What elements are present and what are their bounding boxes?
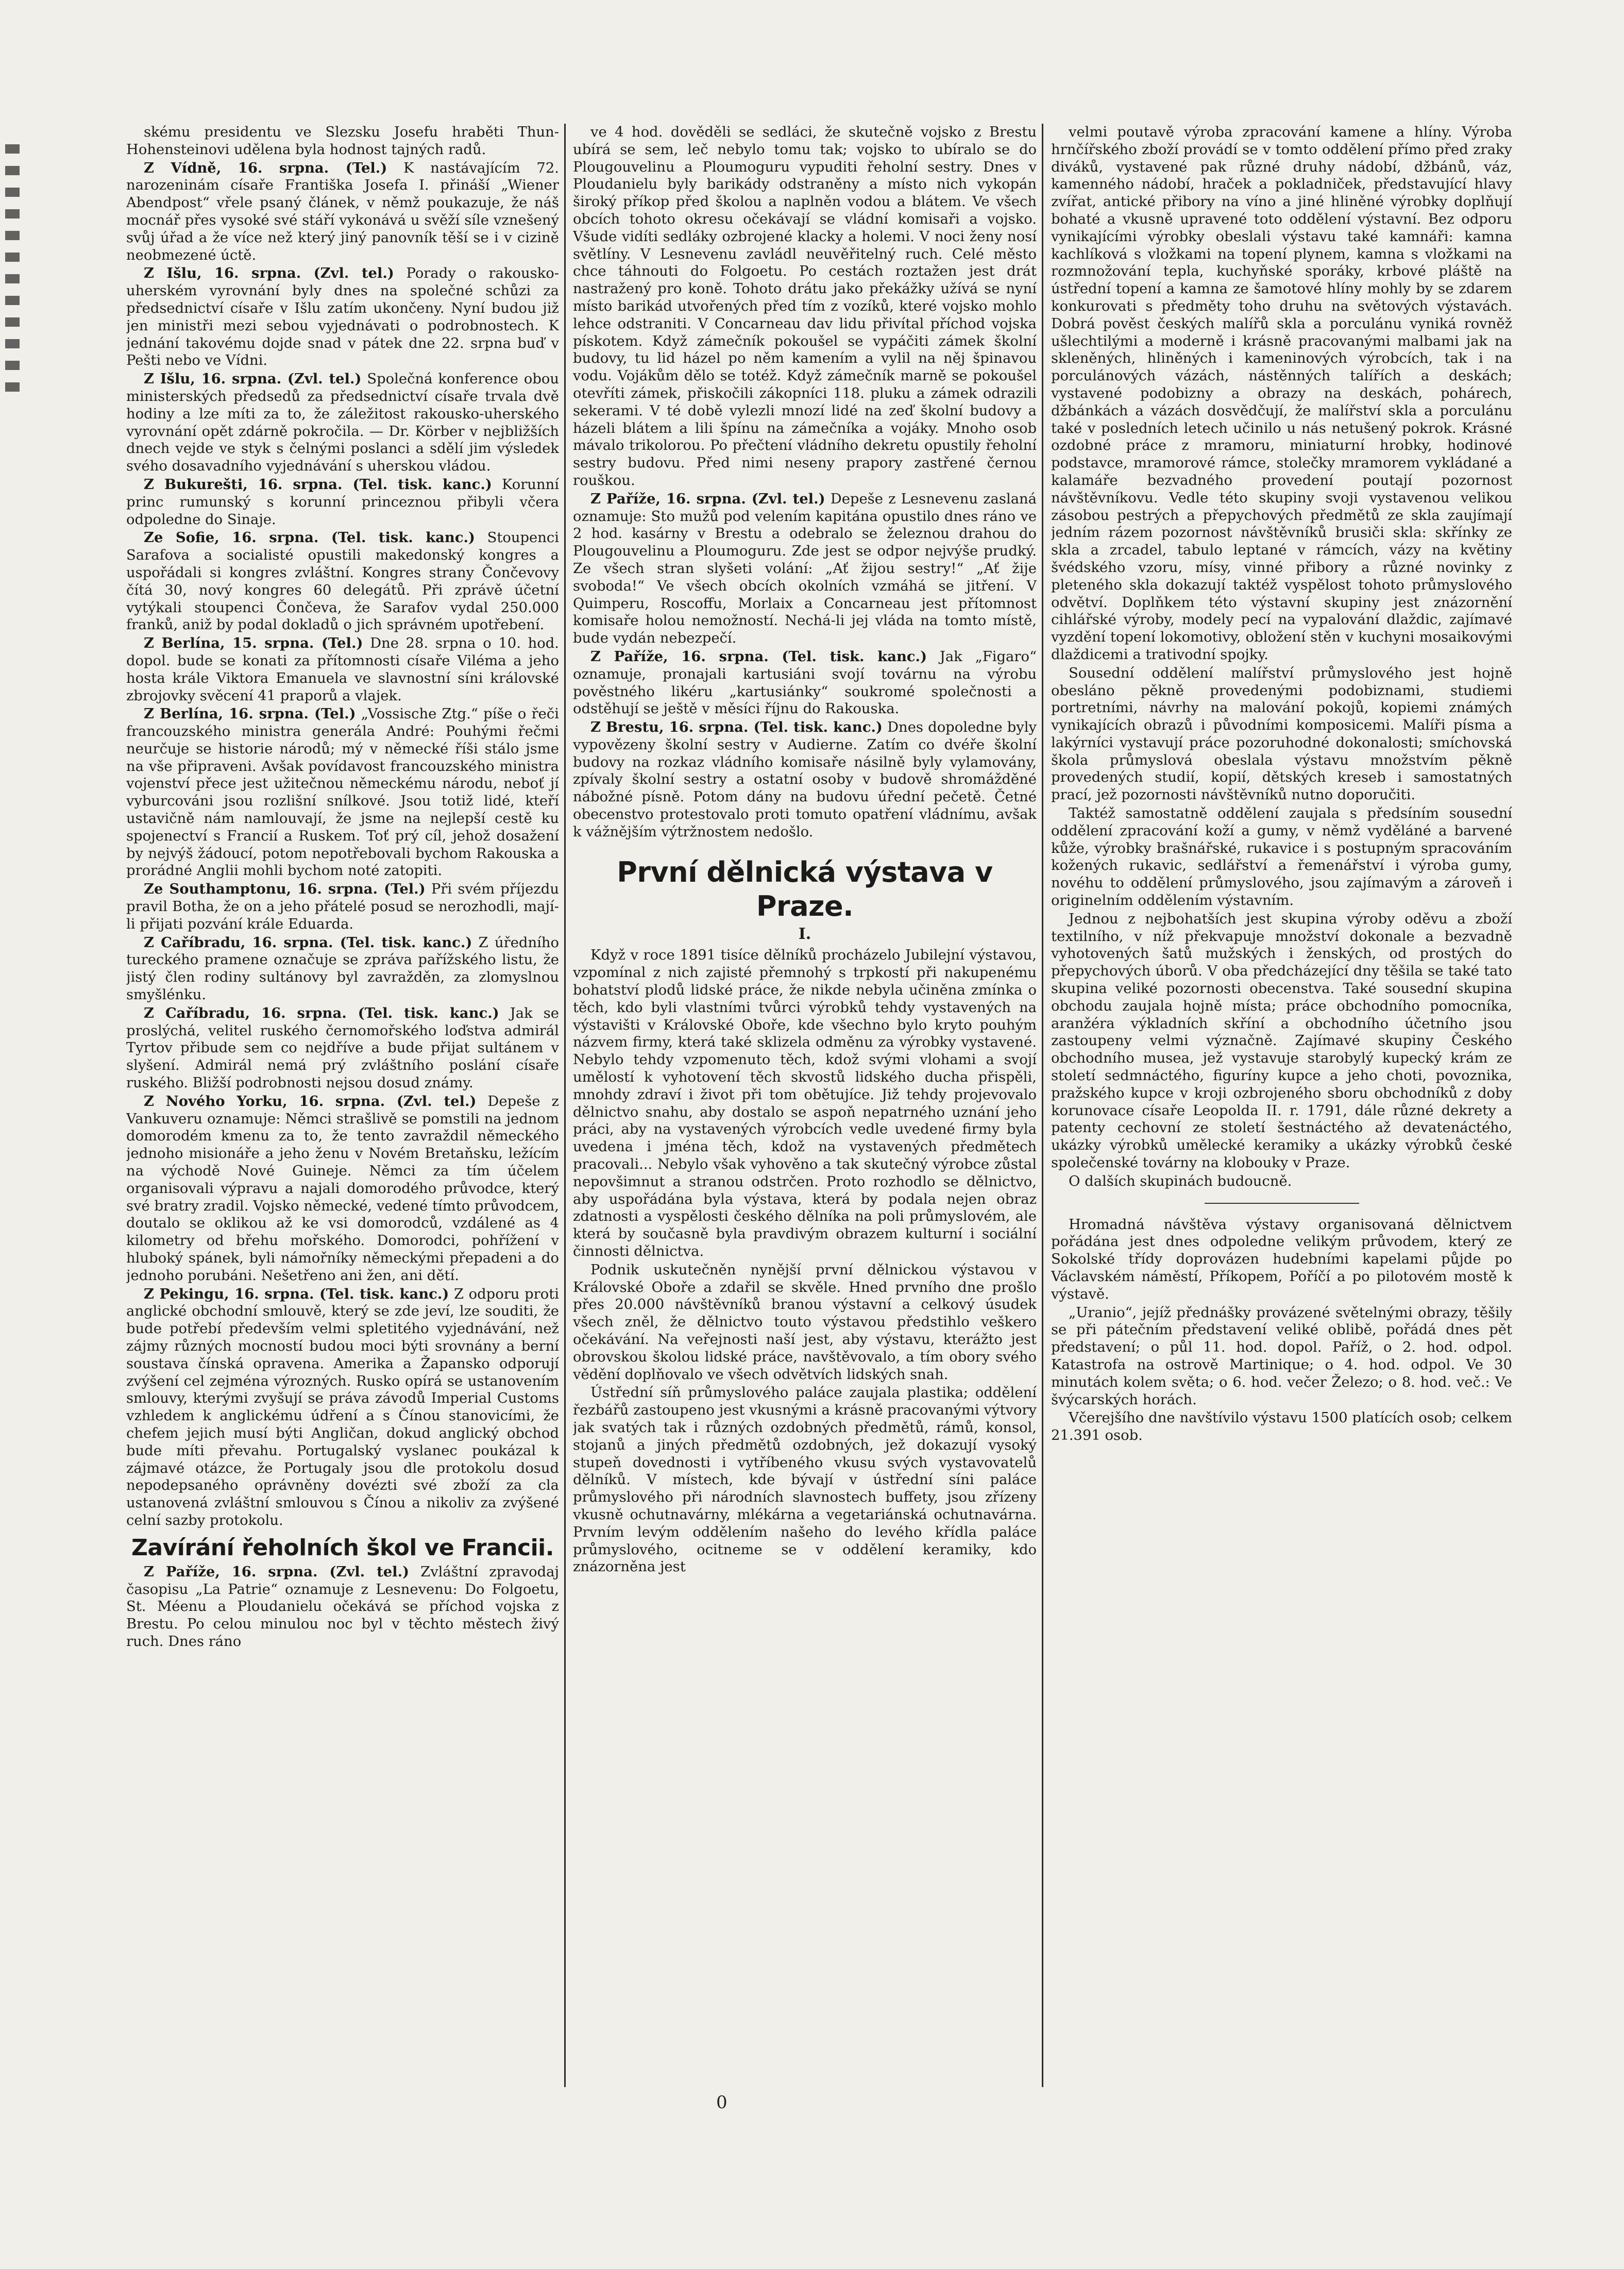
dateline: Z Pekingu, 16. srpna. (Tel. tisk. kanc.) xyxy=(144,1285,449,1302)
paragraph xyxy=(1051,124,1512,664)
paragraph-text: Jak se proslýchá, velitel ruského černomořského loďstva admirál Tyrtov přibude sem co nejdříve a bude přijat sultánem v slyšení. Admirál nemá prý zvláštního poslání císaře ruského. Bližší podrobnosti nejsou dosud známy. xyxy=(126,1005,559,1091)
paragraph xyxy=(126,881,559,933)
paragraph xyxy=(126,265,559,369)
dateline: Ze Southamptonu, 16. srpna. (Tel.) xyxy=(144,881,426,898)
article-part-number: I. xyxy=(798,925,811,943)
news-items-left-after xyxy=(126,1564,559,1651)
paragraph-text: velmi poutavě výroba zpracování kamene a hlíny. Výroba hrnčířského zboží provádí se v tomto oddělení přímo před zraky diváků, vystavené pak různé druhy nádobí, džbánů, váz, kamenného nádobí, hraček a pokladniček, představující hlavy zvířat, antické přibory na víno a jiné hliněné výrobky doplňují bohaté a vkusně upravené toto oddělení výstavní. Bez odporu vynikajícími výrobky obeslali výstavu také kamnáři: kamna kachlíková s vložkami na topení plynem, kamna s vložkami na rozmnožování tepla, kuchyňské sporáky, krbové pláště na ústřední topení a kamna ze šamotové hlíny mohly by se zdarem konkurovati s předměty toho druhu na světových výstavách. Dobrá pověst českých malířů skla a porculánu vyniká rovněž ušlechtilými a moderně i krásně pracovanými malbami jak na skleněných, hliněných i kameninových výrobcích, tak i na porculánových vázách, nástěnných talířích a deskách; vystavené podobizny a obrazy na deskách, pohárech, džbánkách a vázách dosvědčují, že malířství skla a porculánu také v posledních letech učinilo u nás netušený pokrok. Krásné ozdobné práce z mramoru, miniaturní hrobky, hodinové podstavce, mramorové rámce, stolečky mramorem vykládané a kalamáře bezvadného provedení poutají pozornost návštěvníkovu. Vedle této skupiny svoji vystavenou velikou zásobou pestrých a přepychových předmětů ze skla zaujímají jedním rázem pozornost návštěvníků brusiči skla: skřínky ze skla a zrcadel, tabulo leptané v rámcích, vázy na květiny švédského vzoru, mísy, vinné přibory a různé novinky z pleteného skla dokazují taktéž vyspělost tohoto průmyslového odvětví. Doplňkem této výstavní skupiny jest znázornění cihlářské výroby, modely pecí na vypalování dlaždic, zajímavé vyzdění topení lokomotivy, obložení stěn v kuchyni mosaikovými dlaždicemi a trativodní spojky. xyxy=(1051,124,1512,663)
paragraph-text: Včerejšího dne navštívilo výstavu 1500 platících osob; celkem 21.391 osob. xyxy=(1051,1410,1512,1444)
dateline: Z Paříže, 16. srpna. (Zvl. tel.) xyxy=(590,490,825,507)
section-heading-schools: Zavírání řeholních škol ve Francii. xyxy=(131,1534,554,1561)
paragraph-text: Jednou z nejbohatších jest skupina výroby oděvu a zboží textilního, v níž překvapuje množství dokonale a bezvadně vyhotovených šatů mužských i ženských, od prostých do přepychových úborů. V oba předcházející dny těšila se také tato skupina veliké pozornosti obecenstva. Také sousední skupina obchodu zaujala hojně místa; práce obchodního pomocníka, aranžéra výkladních skříní a obchodního účetního jsou zastoupeny velmi význačně. Zajímavé skupiny Českého obchodního musea, jež vystavuje starobylý kupecký krám ze století sedmnáctého, figuríny kupce a jeho choti, povoznika, pražského kupce v kroji ozbrojeného sboru obchodníků z doby korunovace císaře Leopolda II. r. 1791, dále různé dekrety a patenty cechovní ze století šestnáctého až devatenáctého, ukázky výrobků umělecké keramiky a ukázky výrobků české společenské továrny na klobouky v Praze. xyxy=(1051,911,1512,1171)
paragraph-text: Depeše z Vankuveru oznamuje: Němci strašlivě se pomstili na jednom domorodém kmenu za to, že tento zavraždil německého jednoho misionáře a jeho ženu v Novém Bretaňsku, ležícím na východě Nové Guineje. Němci za tím účelem organisovali výpravu a najali domorodého průvodce, který své bratry zradil. Vojsko německé, vedené tímto průvodcem, doutalo se oklikou až ke vsi domorodců, vzdálené as 4 kilometry od břehu mořského. Domorodci, pohřížení v hluboký spánek, byli námořníky německými přepadeni a do jednoho porubáni. Nešetřeno ani žen, ani dětí. xyxy=(126,1093,559,1284)
dateline: Z Paříže, 16. srpna. (Tel. tisk. kanc.) xyxy=(590,648,927,665)
dateline: Z Berlína, 15. srpna. (Tel.) xyxy=(144,635,363,652)
paragraph-text: Depeše z Lesnevenu zaslaná oznamuje: Sto mužů pod velením kapitána opustilo dnes ráno ve 2 hod. kasárny v Brestu a odebralo se železnou drahou do Plougouvelinu a Ploumoguru. Zde jest se odpor nejvýše prudký. Ze všech stran slyšeti volání: „Ať žijou sestry!“ „Ať žije svoboda!“ Ve všech obcích okolních vzmáhá se jitření. V Quimperu, Roscoffu, Morlaix a Concarneau jest přítomnost komisaře holou nemožností. Nechá-li jej vláda na tomto místě, bude vydán nebezpečí. xyxy=(573,491,1037,647)
paragraph xyxy=(126,1286,559,1530)
column-rule-2 xyxy=(1042,124,1043,2087)
paragraph xyxy=(1051,1216,1512,1303)
page-mark: 0 xyxy=(716,2092,728,2113)
paragraph xyxy=(1051,665,1512,804)
column-middle xyxy=(573,124,1037,2133)
article-headline-exhibition: První dělnická výstava v Praze. xyxy=(617,855,993,922)
paragraph-text: Jak „Figaro“ oznamuje, pronajali kartusiáni svojí továrnu na výrobu pověstného likéru „kartusiánky“ soukromé společnosti a odstěhují se ještě v měsíci říjnu do Rakouska. xyxy=(573,648,1037,717)
notices-right xyxy=(1051,1216,1512,1444)
paragraph-text: ve 4 hod. dověděli se sedláci, že skutečně vojsko z Brestu ubírá se sem, leč nebylo tomu tak; vojsko to ubíralo se do Plougouvelinu a Ploumoguru vypuditi řeholní sestry. Dnes v Ploudanielu byly barikády odstraněny a místo nich vykopán široký příkop před školou a naplněn vodou a blátem. Ve všech obcích tohoto okresu očekávají se vládní komisaři a vojsko. Všude vidíti sedláky ozbrojené klacky a holemi. V noci ženy nosí světlíny. V Lesnevenu zavládl neuvěřitelný ruch. Celé město chce táhnouti do Folgoetu. Po cestách roztažen jest drát nastražený pro koně. Tohoto drátu jako překážky užívá se nyní místo barikád utvořených před tím z vozíků, které vojsko mohlo lehce odstraniti. V Concarneau dav lidu přivítal příchod vojska pískotem. Když zámečník pokoušel se vypáčiti zámek školní budovy, tu lid házel po něm kamením a vylil na něj špinavou vodu. Vojákům dělo se totéž. Když zámečník marně se pokoušel otevříti zámek, přiskočili zákopníci 118. pluku a zámek odrazili sekerami. V té době vylezli mnozí lidé na zeď školní budovy a házeli blátem a lili špínu na zámečníka a vojáky. Mnoho osob mávalo trikolorou. Po přečtení vládního dekretu opustily řeholní sestry budovu. Před nimi neseny prapory zastřené černou rouškou. xyxy=(573,124,1037,489)
paragraph xyxy=(1051,1409,1512,1444)
dateline: Ze Sofie, 16. srpna. (Tel. tisk. kanc.) xyxy=(144,529,476,546)
paragraph xyxy=(573,719,1037,841)
paragraph xyxy=(126,1564,559,1651)
paragraph xyxy=(126,635,559,704)
dateline: Z Bukurešti, 16. srpna. (Tel. tisk. kanc.) xyxy=(144,476,492,493)
dateline: Z Vídně, 16. srpna. (Tel.) xyxy=(144,159,387,176)
paragraph xyxy=(126,160,559,264)
paragraph xyxy=(126,1093,559,1285)
paragraph-text: „Vossische Ztg.“ píše o řeči francouzského ministra generála André: Pouhými řečmi neurčuje se historie národů; mý v německé říši stálo jsme na vše připraveni. Avšak povídavost francouzského ministra vojenství přece jest užitečnou německému národu, neboť jí vyburcováni jsou rozlišní snílkové. Jsou totiž lidé, kteří ustavičně nám namlouvají, že jsme na nejlepší cestě ku spojenectví s Francií a Ruskem. Toť prý cíl, jehož dosažení by nejvýš žádoucí, potom nepotřebovali bychom Rakouska a prorádné Anglii mohli bychom noté zatopiti. xyxy=(126,706,559,879)
paragraph xyxy=(573,947,1037,1260)
paragraph-text: Z odporu proti anglické obchodní smlouvě, který se zde jeví, lze souditi, že bude potřebí především velmi spletitého vyjednávání, než zájmy různých mocností budou moci býti srovnány a berní soustava čínská opravena. Amerika a Žapansko odporují zvýšení cel zejména výrozných. Rusko opírá se ustanovením smlouvy, kterými zvyšují se práva závodů Imperial Customs vzhledem k anglickému údření a s Čínou stanovicími, že chefem jejich musí býti Angličan, dokud anglický obchod bude míti převahu. Portugalský vyslanec poukázal k zájmavé otázce, že Portugaly jsou dle protokolu dosud nepodepsaného oprávněny dovézti své zboží za cla ustanovená zvláštní smlouvou s Čínou a nikoliv za zvýšené celní sazby protokolu. xyxy=(126,1286,559,1528)
paragraph xyxy=(126,124,559,159)
paragraph-text: Porady o rakousko-uherském vyrovnání byly dnes na společné schůzi za předsednictví císaře v Išlu zatím ukončeny. Nyní budou již jen ministři mezi sebou vyjednávati o podrobnostech. K jednání takovému dojde snad v pátek dne 22. srpna buď v Pešti nebo ve Vídni. xyxy=(126,265,559,369)
paragraph xyxy=(126,371,559,475)
paragraph xyxy=(126,529,559,634)
dateline: Z Berlína, 16. srpna. (Tel.) xyxy=(144,705,356,722)
paragraph xyxy=(573,491,1037,647)
column-rule-1 xyxy=(564,124,566,2087)
paragraph-text: K nastávajícím 72. narozeninám císaře Františka Josefa I. přináší „Wiener Abendpost“ vřele psaný článek, v němž poukazuje, že náš mocnář přes vysoké své stáří vykonává u svěží síle vznešený svůj úřad a že více než který jiný panovník těší se i v cizině neobmezené úctě. xyxy=(126,160,559,263)
paragraph xyxy=(573,124,1037,490)
dateline: Z Išlu, 16. srpna. (Zvl. tel.) xyxy=(144,371,362,388)
paragraph-text: Zvláštní zpravodaj časopisu „La Patrie“ oznamuje z Lesnevenu: Do Folgoetu, St. Méenu a Ploudanielu očekává se příchod vojska z Brestu. Po celou minulou noc byl v těchto městech živý ruch. Dnes ráno xyxy=(126,1564,559,1650)
dateline: Z Caříbradu, 16. srpna. (Tel. tisk. kanc.) xyxy=(144,934,472,951)
paragraph-text: Dne 28. srpna o 10. hod. dopol. bude se konati za přítomnosti císaře Viléma a jeho hosta krále Viktora Emanuela ve slavnostní síni královské zbrojovky svěcení 41 praporů a vlajek. xyxy=(126,635,559,704)
dateline: Z Nového Yorku, 16. srpna. (Zvl. tel.) xyxy=(144,1093,477,1110)
paragraph xyxy=(1051,1304,1512,1409)
paragraph xyxy=(573,1262,1037,1384)
paragraph-text: Taktéž samostatně oddělení zaujala s předsíním sousední oddělení zpracování koží a gumy, v němž vyděláné a barvené kůže, výrobky brašnářské, rukavice i s postupným spracováním kožených rukavic, sedlářství a řemenářství i výroba gumy, novéhu to oddělení průmyslového, jsou zajímavým a zároveň i originelním oddělením výstavním. xyxy=(1051,805,1512,909)
paragraph xyxy=(1051,911,1512,1172)
paragraph xyxy=(1051,805,1512,910)
paragraph-text: Sousední oddělení malířství průmyslového jest hojně obesláno pěkně provedenými podobiznami, studiemi portretními, návrhy na malování pokojů, kopiemi známých vynikajících obrazů i původními komposicemi. Malíři písma a lakýrníci vystavují práce pozoruhodné dokonalosti; smíchovská škola průmyslová obeslala výstavu množstvím pěkně provedených studií, kopií, dětských kreseb i samostatných prací, jež pozornosti návštěvníků nutno doporučiti. xyxy=(1051,665,1512,803)
paragraph-text: Společná konference obou ministerských předsedů za předsednictví císaře trvala dvě hodiny a lze míti za to, že záležitost rakousko-uherského vyrovnání opět zdárně pokročila. — Dr. Körber v nejbližších dnech vejde ve styk s čelnými poslanci a sdělí jim výsledek svého dosavadního vyjednávání s uherskou vládou. xyxy=(126,371,559,475)
paragraph-text: Podnik uskutečněn nynější první dělnickou výstavou v Královské Oboře a zdařil se skvěle. Hned prvního dne prošlo přes 20.000 návštěvníků branou výstavní a celkový úsudek všech zněl, že dělnictvo touto výstavou předstihlo veškero očekávání. Na veřejnosti naší jest, aby výstavu, kterážto jest obrovskou školou lidské práce, navštěvovalo, a tím obory svého vědění doplňovalo ve všech odvětvích lidských snah. xyxy=(573,1262,1037,1383)
binding-edge-marks xyxy=(5,144,20,392)
paragraph xyxy=(573,648,1037,718)
news-items-left xyxy=(126,124,559,1530)
paragraph-text: Při svém příjezdu pravil Botha, že on a jeho přátelé posud se nerozhodli, mají-li přijati pozvání krále Eduarda. xyxy=(126,881,559,932)
dateline: Z Išlu, 16. srpna. (Zvl. tel.) xyxy=(144,265,394,282)
dateline: Z Caříbradu, 16. srpna. (Tel. tisk. kanc.) xyxy=(144,1004,499,1021)
paragraph xyxy=(126,934,559,1004)
news-items-middle xyxy=(573,124,1037,841)
article-body-right xyxy=(1051,124,1512,1190)
paragraph xyxy=(126,476,559,528)
paragraph-text: Hromadná návštěva výstavy organisovaná dělnictvem pořádána jest dnes odpoledne velikým průvodem, který ze Sokolské třídy doprovázen hudebními kapelami půjde po Václavském náměstí, Příkopem, Poříčí a po pilotovém mostě k výstavě. xyxy=(1051,1216,1512,1302)
paragraph-text: Z úředního tureckého pramene označuje se zpráva pařížského listu, že jistý člen rodiny sultánovy byl zavražděn, za zlomyslnou smyšlénku. xyxy=(126,934,559,1003)
paragraph-text: Korunní princ rumunský s korunní princeznou přibyli včera odpoledne do Sinaje. xyxy=(126,476,559,528)
paragraph xyxy=(126,1005,559,1092)
paragraph xyxy=(126,705,559,880)
paragraph-text: Ústřední síň průmyslového paláce zaujala plastika; oddělení řezbářů zastoupeno jest vkusnými a krásně pracovanými výtvory jak svatých tak i různých ozdobných předmětů, rámů, konsol, stojanů a jiných předmětů ozdobných, jež dokazují vysoký stupeň dovednosti i vytříbeného vkusu svých vystavovatelů dělníků. V místech, kde bývají v ústřední síni paláce průmyslového při národních slavnostech buffety, jsou zřízeny vkusně ochutnavárny, mlékárna a vegetariánská ochutnavárna. Prvním levým oddělením našeho do levého křídla paláce průmyslového, ocitneme se v oddělení keramiky, kdo znázorněna jest xyxy=(573,1385,1037,1575)
dateline: Z Brestu, 16. srpna. (Tel. tisk. kanc.) xyxy=(590,719,883,736)
paragraph xyxy=(1051,1173,1512,1190)
paragraph-text: skému presidentu ve Slezsku Josefu hraběti Thun-Hohensteinovi udělena byla hodnost tajných radů. xyxy=(126,124,559,158)
paragraph-text: Když v roce 1891 tisíce dělníků procházelo Jubilejní výstavou, vzpomínal z nich zajisté přemnohý s trpkostí při nakupenému bohatství plodů lidské práce, že nikde nebyla učiněna zmínka o těch, kdo byli vlastními tvůrci výrobků tehdy vystavených na výstavišti v Královské Oboře, kde všechno bylo kryto pouhým názvem firmy, která také sklizela odměnu za výrobky vystavené. Nebylo tehdy vzpomenuto těch, kdož svými vlohami a svojí umělostí k vyhotovení těch skvostů lidského ducha přispěli, mnohdy zdraví i život při tom obětujíce. Již tehdy projevovalo dělnictvo snahu, aby dostalo se aspoň nepatrného uznání jeho práci, aby na vystavených výrobcích vedle uvedené firmy byla uvedena i jména těch, kdož na vystavených předmětech pracovali... Nebylo však vyhověno a tak skutečný výrobce zůstal nepovšimnut a stranou odstrčen. Proto rozhodlo se dělnictvo, aby uspořádána byla výstava, která by podala nejen obraz zdatnosti a vyspělosti českého dělníka na poli průmyslovém, ale která by současně byla pravdivým obrazem kulturní i sociální činnosti dělnictva. xyxy=(573,947,1037,1260)
article-body-middle xyxy=(573,947,1037,1576)
section-separator xyxy=(1205,1203,1359,1204)
paragraph-text: „Uranio“, jejíž přednášky provázené světelnými obrazy, těšily se při pátečním představení veliké oblibě, pořádá dnes pět představení; o půl 11. hod. dopol. Paříž, o 2. hod. odpol. Katastrofa na ostrově Martinique; o 4. hod. odpol. Ve 30 minutách kolem světa; o 6. hod. večer Železo; o 8. hod. več.: Ve švýcarských horách. xyxy=(1051,1304,1512,1408)
paragraph-text: Dnes dopoledne byly vypovězeny školní sestry v Audierne. Zatím co dvéře školní budovy na rozkaz vládního komisaře násilně byly vylamovány, zpívaly školní sestry a ostatní osoby v budově shromážděné nábožné písně. Potom dány na budovu úřední pečetě. Četné obecenstvo protestovalo proti tomuto opatření vládnímu, avšak k vážnějším výtržnostem nedošlo. xyxy=(573,719,1037,840)
paragraph-text: O dalších skupinách budoucně. xyxy=(1069,1173,1292,1189)
paragraph-text: Stoupenci Sarafova a socialisté opustili makedonský kongres a uspořádali si kongres zvláštní. Kongres strany Čončevovy čítá 30, nový kongres 60 delegátů. Při zprávě účetní vytýkali stoupenci Čončeva, že Sarafov vydal 250.000 franků, aniž by podal dokladů o jich správném upotřebení. xyxy=(126,530,559,633)
dateline: Z Paříže, 16. srpna. (Zvl. tel.) xyxy=(144,1563,410,1580)
column-left xyxy=(126,124,559,2133)
paragraph xyxy=(573,1384,1037,1576)
column-right xyxy=(1051,124,1512,2133)
